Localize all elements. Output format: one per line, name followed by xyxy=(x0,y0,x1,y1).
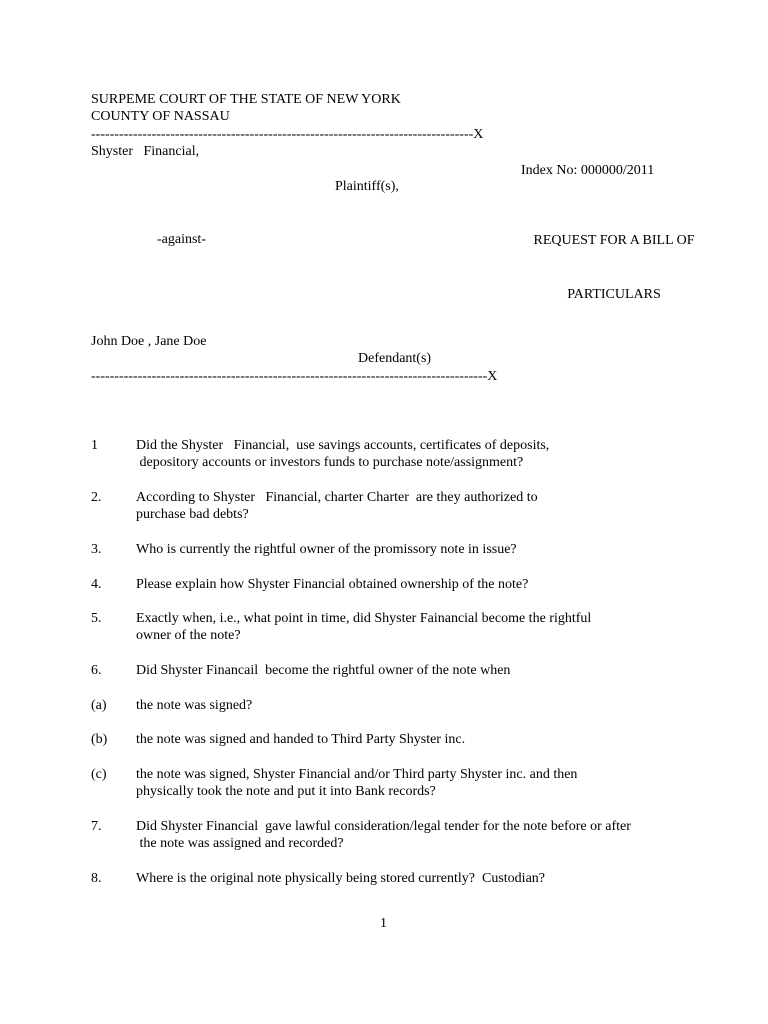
question-number: 1 xyxy=(91,438,98,453)
question-text: the note was assigned and recorded? xyxy=(136,836,344,851)
county-name: COUNTY OF NASSAU xyxy=(91,109,230,124)
question-text: the note was signed? xyxy=(136,698,253,713)
sub-question-label: (a) xyxy=(91,698,107,713)
defendant-role: Defendant(s) xyxy=(358,351,432,366)
question-text: Please explain how Shyster Financial obtained ownership of the note? xyxy=(136,577,529,592)
question-number: 4. xyxy=(91,577,102,592)
question-text: Did Shyster Financail become the rightful owner of the note when xyxy=(136,663,511,678)
question-text: the note was signed, Shyster Financial and/or Third party Shyster inc. and then xyxy=(136,767,578,782)
question-number: 7. xyxy=(91,819,102,834)
index-number: Index No: 000000/2011 xyxy=(521,163,655,178)
question-text: Where is the original note physically being stored currently? Custodian? xyxy=(136,871,545,886)
question-text: purchase bad debts? xyxy=(136,507,249,522)
against-label: -against- xyxy=(157,232,206,247)
sub-question-label: (b) xyxy=(91,732,108,747)
question-number: 3. xyxy=(91,542,102,557)
question-text: Exactly when, i.e., what point in time, did Shyster Fainancial become the rightful xyxy=(136,611,592,626)
question-text: depository accounts or investors funds to purchase note/assignment? xyxy=(136,455,524,470)
document-title xyxy=(528,196,700,340)
question-text: physically took the note and put it into Bank records? xyxy=(136,784,436,799)
question-text: the note was signed and handed to Third Party Shyster inc. xyxy=(136,732,466,747)
question-number: 8. xyxy=(91,871,102,886)
plaintiff-name: Shyster Financial, xyxy=(91,144,200,159)
question-text: According to Shyster Financial, charter Charter are they authorized to xyxy=(136,490,538,505)
question-text: Who is currently the rightful owner of the promissory note in issue? xyxy=(136,542,517,557)
plaintiff-role: Plaintiff(s), xyxy=(335,179,399,194)
question-number: 6. xyxy=(91,663,102,678)
sub-question-label: (c) xyxy=(91,767,107,782)
question-number: 2. xyxy=(91,490,102,505)
document-title-line-2: PARTICULARS xyxy=(567,287,661,302)
court-name: SURPEME COURT OF THE STATE OF NEW YORK xyxy=(91,92,401,107)
caption-rule-top: ----------------------------------------------------------------------------------X xyxy=(91,127,484,142)
defendant-names: John Doe , Jane Doe xyxy=(91,334,207,349)
document-title-line-1: REQUEST FOR A BILL OF xyxy=(533,233,695,248)
caption-rule-bottom: -------------------------------------------------------------------------------------X xyxy=(91,369,498,384)
question-number: 5. xyxy=(91,611,102,626)
page-number: 1 xyxy=(380,916,387,931)
question-text: owner of the note? xyxy=(136,628,241,643)
question-text: Did the Shyster Financial, use savings accounts, certificates of deposits, xyxy=(136,438,550,453)
question-text: Did Shyster Financial gave lawful consideration/legal tender for the note before or after xyxy=(136,819,631,834)
